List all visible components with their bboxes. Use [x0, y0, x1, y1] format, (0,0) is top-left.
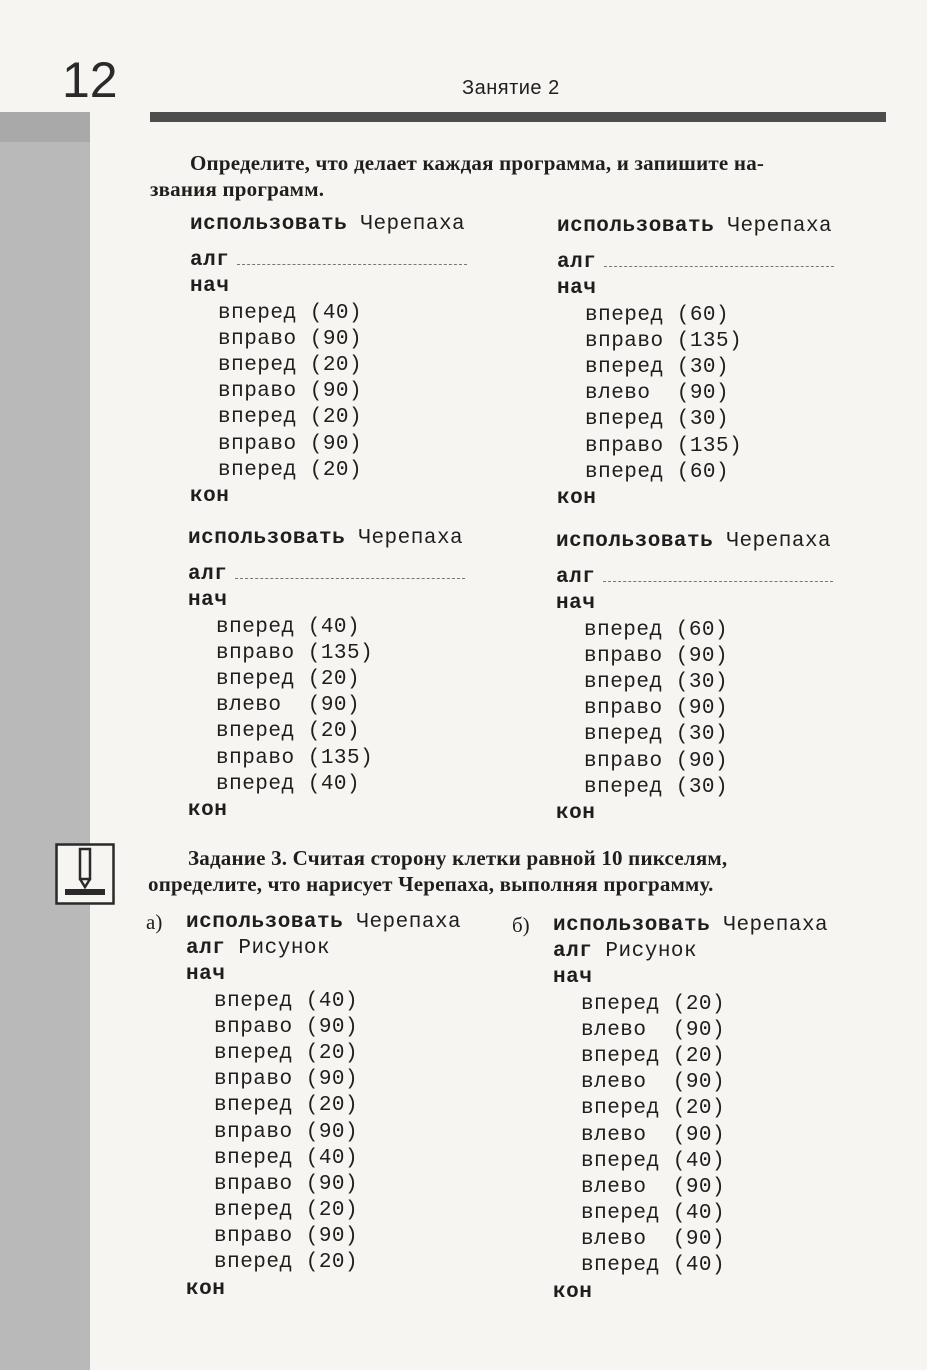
use-keyword: использовать: [553, 914, 711, 937]
page-number: 12: [62, 52, 118, 108]
alg-name: Рисунок: [238, 937, 331, 961]
command: вперед (60): [585, 303, 730, 327]
task3-label: Задание 3.: [188, 846, 288, 870]
command: вперед (20): [581, 992, 726, 1016]
executor-name: Черепаха: [356, 911, 462, 934]
command: вперед (20): [218, 458, 363, 482]
use-keyword: использовать: [190, 213, 348, 236]
command: вправо (90): [218, 432, 363, 456]
end-keyword: кон: [556, 801, 596, 825]
task2-text: [150, 150, 883, 202]
side-bar: [0, 112, 90, 1370]
alg-keyword: алг: [556, 566, 596, 590]
command: влево (90): [581, 1123, 726, 1147]
begin-keyword: нач: [186, 963, 226, 987]
program-b: [553, 913, 828, 1306]
command: вперед (60): [584, 618, 729, 642]
command: влево (90): [581, 1071, 726, 1095]
command: вперед (40): [581, 1202, 726, 1226]
command: вперед (30): [585, 355, 730, 379]
command: вправо (90): [584, 749, 729, 773]
command: вперед (40): [216, 772, 361, 796]
sub-label-a: а): [146, 910, 163, 934]
alg-keyword: алг: [557, 251, 597, 275]
header-rule: [150, 112, 886, 122]
command: вперед (20): [581, 1097, 726, 1121]
command: вправо (135): [216, 746, 374, 770]
alg-keyword: алг: [190, 249, 230, 273]
command: вправо (135): [216, 641, 374, 665]
begin-keyword: нач: [556, 592, 596, 616]
command: вправо (90): [218, 380, 363, 404]
end-keyword: кон: [186, 1277, 226, 1301]
executor-name: Черепаха: [726, 530, 832, 553]
task3-line1: Считая сторону клетки равной 10 пикселям,: [287, 846, 728, 870]
command: вперед (30): [585, 408, 730, 432]
command: вперед (40): [581, 1254, 726, 1278]
use-keyword: использовать: [186, 911, 344, 934]
command: вперед (30): [584, 670, 729, 694]
task2-line1: Определите, что делает каждая программа, и запишите на-: [190, 151, 765, 175]
command: вперед (40): [581, 1149, 726, 1173]
command: вперед (20): [216, 720, 361, 744]
begin-keyword: нач: [190, 275, 230, 299]
command: вперед (30): [584, 775, 729, 799]
command: вправо (90): [214, 1120, 359, 1144]
executor-name: Черепаха: [360, 213, 466, 236]
command: вперед (30): [584, 723, 729, 747]
program-a: [186, 910, 461, 1303]
command: вперед (20): [581, 1044, 726, 1068]
alg-keyword: алг: [188, 563, 228, 587]
side-bar-accent: [0, 112, 90, 142]
command: вправо (90): [214, 1015, 359, 1039]
command: вправо (90): [214, 1225, 359, 1249]
program-3: [188, 526, 465, 824]
executor-name: Черепаха: [727, 215, 833, 238]
command: вперед (20): [214, 1094, 359, 1118]
command: вперед (20): [214, 1041, 359, 1065]
answer-blank: [237, 250, 467, 265]
answer-blank: [604, 252, 834, 267]
use-keyword: использовать: [188, 527, 346, 550]
sub-label-b: б): [512, 913, 530, 937]
program-4: [556, 529, 833, 827]
program-1: [190, 212, 467, 510]
command: вперед (60): [585, 460, 730, 484]
command: вперед (20): [214, 1251, 359, 1275]
begin-keyword: нач: [557, 277, 597, 301]
command: вправо (135): [585, 329, 743, 353]
command: вперед (20): [214, 1199, 359, 1223]
end-keyword: кон: [188, 798, 228, 822]
command: вперед (20): [218, 406, 363, 430]
command: вправо (90): [214, 1172, 359, 1196]
command: вперед (40): [216, 615, 361, 639]
command: вперед (40): [214, 1146, 359, 1170]
pen-icon: [55, 843, 115, 905]
command: влево (90): [585, 382, 730, 406]
end-keyword: кон: [557, 486, 597, 510]
command: влево (90): [581, 1018, 726, 1042]
command: влево (90): [581, 1175, 726, 1199]
alg-keyword: алг: [186, 937, 226, 961]
begin-keyword: нач: [553, 966, 593, 990]
command: вперед (20): [216, 667, 361, 691]
executor-name: Черепаха: [358, 527, 464, 550]
program-2: [557, 214, 834, 512]
alg-keyword: алг: [553, 940, 593, 964]
end-keyword: кон: [553, 1280, 593, 1304]
executor-name: Черепаха: [723, 914, 829, 937]
command: вперед (20): [218, 353, 363, 377]
answer-blank: [235, 564, 465, 579]
command: вправо (135): [585, 434, 743, 458]
command: вперед (40): [218, 301, 363, 325]
task3-line2: определите, что нарисует Черепаха, выполняя программу.: [148, 872, 714, 896]
task2-line2: звания программ.: [150, 177, 325, 201]
command: влево (90): [216, 694, 361, 718]
task3-text: [148, 845, 886, 897]
end-keyword: кон: [190, 484, 230, 508]
command: вперед (40): [214, 989, 359, 1013]
alg-name: Рисунок: [605, 940, 698, 964]
command: влево (90): [581, 1228, 726, 1252]
command: вправо (90): [214, 1068, 359, 1092]
command: вправо (90): [584, 644, 729, 668]
use-keyword: использовать: [556, 530, 714, 553]
command: вправо (90): [584, 697, 729, 721]
use-keyword: использовать: [557, 215, 715, 238]
lesson-title: Занятие 2: [462, 77, 560, 99]
answer-blank: [603, 567, 833, 582]
command: вправо (90): [218, 327, 363, 351]
begin-keyword: нач: [188, 589, 228, 613]
